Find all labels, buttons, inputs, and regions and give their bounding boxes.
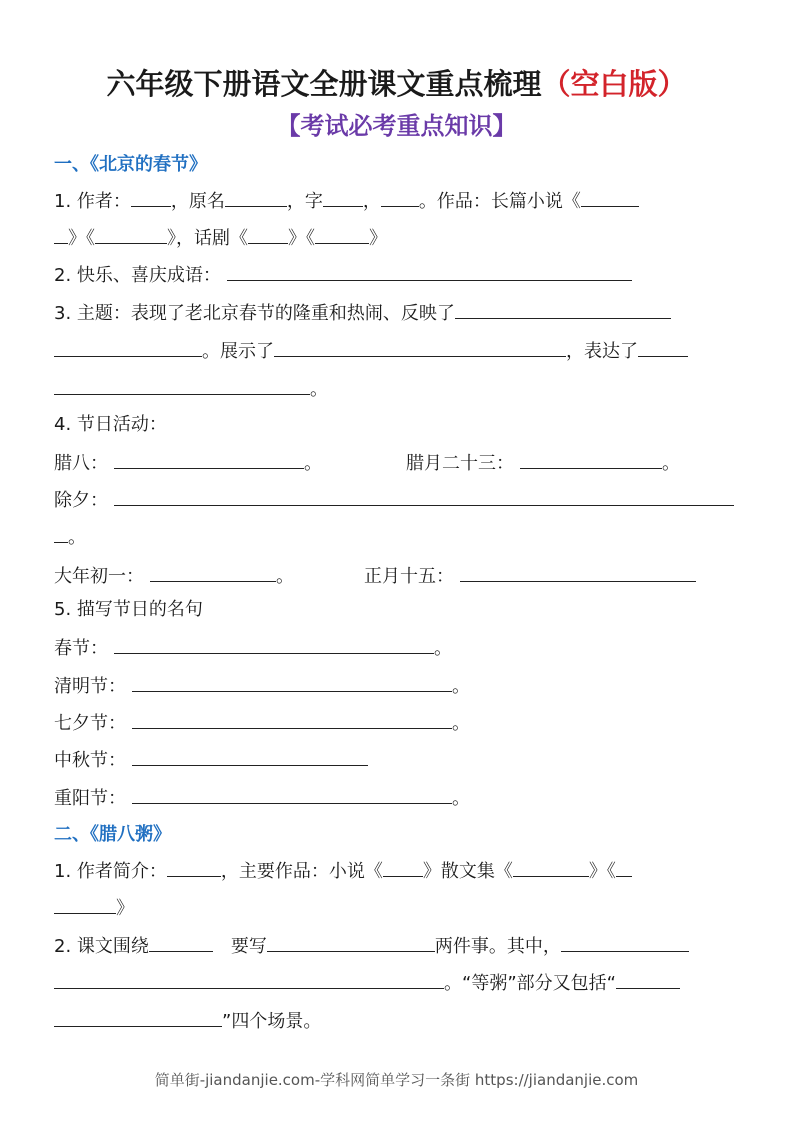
footer-watermark: 简单街-jiandanjie.com-学科网简单学习一条街 https://jiandanjie.com xyxy=(154,1071,639,1089)
label: ，字 xyxy=(286,191,323,212)
blank-field[interactable] xyxy=(513,858,589,877)
label: 腊八： xyxy=(54,453,108,474)
s1-q4-label: 4. 节日活动： xyxy=(54,414,167,435)
s1-q5-festival xyxy=(54,785,470,811)
s1-q5-festival xyxy=(54,710,470,736)
blank-field[interactable] xyxy=(114,487,734,506)
label: 。展示了 xyxy=(202,341,274,362)
label: 》散文集《 xyxy=(422,861,513,882)
blank-field[interactable] xyxy=(267,933,435,952)
blank-field[interactable] xyxy=(227,262,632,281)
s2-q2-line2 xyxy=(54,970,680,996)
blank-field[interactable] xyxy=(132,747,368,766)
blank-field[interactable] xyxy=(638,338,688,357)
s1-q3-line3 xyxy=(54,376,328,402)
label: 》 xyxy=(369,228,387,249)
label: ”四个场景。 xyxy=(222,1011,322,1032)
label: 1. 作者： xyxy=(54,191,131,212)
label: 3. 主题：表现了老北京春节的隆重和热闹、反映了 xyxy=(54,303,455,324)
blank-field[interactable] xyxy=(114,635,434,654)
label: ，原名 xyxy=(170,191,225,212)
label: 。 xyxy=(452,788,470,809)
label: ，主要作品：小说《 xyxy=(220,861,383,882)
label: 》《 xyxy=(68,228,95,249)
label: 。 xyxy=(310,379,328,400)
blank-field[interactable] xyxy=(132,710,452,729)
blank-field[interactable] xyxy=(383,858,423,877)
blank-field[interactable] xyxy=(616,970,680,989)
blank-field[interactable] xyxy=(149,933,213,952)
blank-field[interactable] xyxy=(561,933,689,952)
blank-field[interactable] xyxy=(54,376,310,395)
page-subtitle: 【考试必考重点知识】 xyxy=(276,112,517,140)
s1-q5-festival xyxy=(54,747,368,773)
blank-field[interactable] xyxy=(520,450,662,469)
section-heading-1: 一、《北京的春节》 xyxy=(54,154,207,175)
label: 。“等粥”部分又包括“ xyxy=(444,973,616,994)
s1-q2 xyxy=(54,262,632,288)
label: 。 xyxy=(662,453,680,474)
label: 正月十五： xyxy=(364,566,454,587)
s1-q4-shiwu xyxy=(364,563,696,589)
s1-q4-layue23 xyxy=(406,450,680,476)
blank-field[interactable] xyxy=(132,785,452,804)
s2-q2-line3 xyxy=(54,1008,321,1034)
blank-field[interactable] xyxy=(323,188,363,207)
blank-field[interactable] xyxy=(54,970,444,989)
label: 。 xyxy=(304,453,322,474)
label: 重阳节： xyxy=(54,788,126,809)
s1-q5-label: 5. 描写节日的名句 xyxy=(54,599,203,620)
blank-field[interactable] xyxy=(54,338,202,357)
blank-field[interactable] xyxy=(54,225,68,244)
page-title xyxy=(0,62,793,103)
label: ，表达了 xyxy=(566,341,638,362)
label: 。 xyxy=(434,638,452,659)
s1-q5-festival xyxy=(54,635,452,661)
label: 要写 xyxy=(230,936,267,957)
s1-q3-line1 xyxy=(54,300,671,326)
label: 清明节： xyxy=(54,676,126,697)
s1-q1-line2 xyxy=(54,225,387,251)
blank-field[interactable] xyxy=(131,188,171,207)
label: 》 xyxy=(116,898,134,919)
blank-field[interactable] xyxy=(54,524,68,543)
label: ， xyxy=(362,191,381,212)
title-tag: （空白版） xyxy=(541,67,687,101)
blank-field[interactable] xyxy=(381,188,419,207)
label: 2. 快乐、喜庆成语： xyxy=(54,265,221,286)
blank-field[interactable] xyxy=(54,1008,222,1027)
s1-q4-chuxi-cont xyxy=(54,524,86,550)
s1-q3-line2 xyxy=(54,338,688,364)
s2-q1-line1 xyxy=(54,858,632,884)
label: 。 xyxy=(452,676,470,697)
label: 大年初一： xyxy=(54,566,144,587)
s1-q4-chuyi xyxy=(54,563,294,589)
label: 》《 xyxy=(288,228,315,249)
label: 七夕节： xyxy=(54,713,126,734)
blank-field[interactable] xyxy=(248,225,288,244)
label: 》，话剧《 xyxy=(167,228,248,249)
blank-field[interactable] xyxy=(150,563,276,582)
label: 除夕： xyxy=(54,490,108,511)
label: 春节： xyxy=(54,638,108,659)
label: 。 xyxy=(452,713,470,734)
label: 腊月二十三： xyxy=(406,453,514,474)
label: 》《 xyxy=(588,861,616,882)
label: 中秋节： xyxy=(54,750,126,771)
blank-field[interactable] xyxy=(167,858,221,877)
section-heading-2: 二、《腊八粥》 xyxy=(54,824,171,845)
s2-q1-line2 xyxy=(54,895,134,921)
label: 2. 课文围绕 xyxy=(54,936,149,957)
label: 。 xyxy=(68,527,86,548)
label: 。作品：长篇小说《 xyxy=(418,191,581,212)
blank-field[interactable] xyxy=(132,673,452,692)
blank-field[interactable] xyxy=(460,563,696,582)
blank-field[interactable] xyxy=(616,858,632,877)
s1-q1-line1 xyxy=(54,188,639,214)
title-text: 六年级下册语文全册课文重点梳理 xyxy=(106,67,542,101)
blank-field[interactable] xyxy=(95,225,167,244)
blank-field[interactable] xyxy=(455,300,671,319)
label: 1. 作者简介： xyxy=(54,861,167,882)
blank-field[interactable] xyxy=(225,188,287,207)
s1-q4-laba xyxy=(54,450,322,476)
blank-field[interactable] xyxy=(274,338,566,357)
s2-q2-line1 xyxy=(54,933,689,959)
s1-q5-festival xyxy=(54,673,470,699)
blank-field[interactable] xyxy=(114,450,304,469)
s1-q4-chuxi xyxy=(54,487,734,513)
blank-field[interactable] xyxy=(54,895,116,914)
blank-field[interactable] xyxy=(315,225,369,244)
label: 。 xyxy=(276,566,294,587)
blank-field[interactable] xyxy=(581,188,639,207)
label: 两件事。其中， xyxy=(434,936,561,957)
